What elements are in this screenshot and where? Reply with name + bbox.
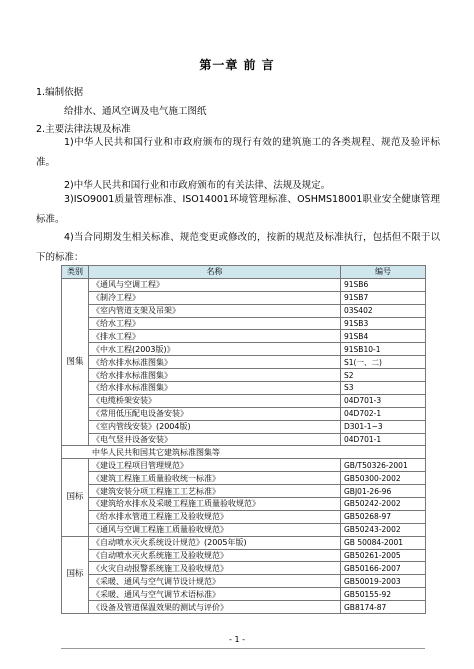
table-row: [62, 330, 426, 343]
standard-name: 《室内管道支架及吊架》: [89, 304, 341, 317]
standards-table: [61, 265, 426, 614]
table-row: [62, 472, 426, 485]
standard-code: 04D701-3: [341, 394, 426, 407]
standard-name: 《采暖、通风与空气调节设计规范》: [89, 575, 341, 588]
table-row: [62, 523, 426, 536]
category-cell: 图集: [62, 278, 89, 446]
table-row: [62, 549, 426, 562]
table-row: [62, 394, 426, 407]
standard-name: 《设备及管道保温效果的测试与评价》: [89, 601, 341, 614]
section-heading-laws: 2.主要法律法规及标准: [36, 124, 131, 135]
table-row: [62, 278, 426, 291]
standard-name: 《建筑工程施工质量验收统一标准》: [89, 472, 341, 485]
standard-name: 《给水排水标准图集》: [89, 369, 341, 382]
standard-code: GB 50084-2001: [341, 536, 426, 549]
table-row: [62, 343, 426, 356]
laws-paragraph-4: 4)当合同期发生相关标准、规范变更或修改的，按新的规范及标准执行，包括但不限于以下的标准：: [36, 232, 440, 263]
standard-name: 《常用低压配电设备安装》: [89, 407, 341, 420]
standard-name: 《火灾自动报警系统施工及验收规范》: [89, 562, 341, 575]
standard-name: 《建设工程项目管理规范》: [89, 459, 341, 472]
standard-name: 《通风与空调工程》: [89, 278, 341, 291]
table-row: [62, 536, 426, 549]
standard-code: GB50166-2007: [341, 562, 426, 575]
table-row: [62, 291, 426, 304]
table-row: [62, 510, 426, 523]
standard-name: 《室内管线安装》(2004版): [89, 420, 341, 433]
standard-code: GB8174-87: [341, 601, 426, 614]
section-heading-basis: 1.编制依据: [36, 87, 84, 98]
standard-name: 《建筑安装分项工程施工工艺标准》: [89, 485, 341, 498]
table-row: [62, 575, 426, 588]
standard-code: GB50242-2002: [341, 498, 426, 511]
standard-code: 91SB6: [341, 278, 426, 291]
standard-name: 《排水工程》: [89, 330, 341, 343]
standard-code: D301-1~3: [341, 420, 426, 433]
chapter-title: 第一章 前 言: [199, 58, 275, 72]
standard-code: S3: [341, 382, 426, 395]
standard-code: GB50300-2002: [341, 472, 426, 485]
other-atlases-note: 中华人民共和国其它建筑标准图集等: [62, 446, 426, 459]
standard-name: 《给水排水管道工程施工及验收规范》: [89, 510, 341, 523]
standard-name: 《给水工程》: [89, 317, 341, 330]
table-row: [62, 433, 426, 446]
standard-name: 《建筑给水排水及采暖工程施工质量验收规范》: [89, 498, 341, 511]
table-row: [62, 459, 426, 472]
standard-code: 91SB4: [341, 330, 426, 343]
laws-paragraph-3: 3)ISO9001质量管理标准、ISO14001环境管理标准、OSHMS18001职业安全健康管理标准。: [36, 194, 440, 225]
standard-code: S2: [341, 369, 426, 382]
standard-name: 《电气竖井设备安装》: [89, 433, 341, 446]
standard-code: GB50019-2003: [341, 575, 426, 588]
table-row: [62, 601, 426, 614]
table-row: [62, 407, 426, 420]
standard-code: GB/T50326-2001: [341, 459, 426, 472]
table-row: [62, 485, 426, 498]
page-number: - 1 -: [229, 635, 245, 644]
header-name: 名称: [89, 266, 341, 279]
table-row: [62, 369, 426, 382]
standard-code: 91SB3: [341, 317, 426, 330]
standard-name: 《给水排水标准图集》: [89, 382, 341, 395]
standard-code: 91SB10-1: [341, 343, 426, 356]
table-row-spanning: [62, 446, 426, 459]
footer-rule: [61, 648, 425, 649]
standard-code: 04D702-1: [341, 407, 426, 420]
category-cell: 国标: [62, 459, 89, 536]
table-row: [62, 420, 426, 433]
standard-code: GB50261-2005: [341, 549, 426, 562]
table-row: [62, 498, 426, 511]
table-row: [62, 317, 426, 330]
standard-name: 《给水排水标准图集》: [89, 356, 341, 369]
table-row: [62, 562, 426, 575]
laws-paragraph-2: 2)中华人民共和国行业和市政府颁布的有关法律、法规及规定。: [64, 180, 331, 191]
standard-name: 《自动喷水灭火系统设计规范》(2005年版): [89, 536, 341, 549]
standard-name: 《自动喷水灭火系统施工及验收规范》: [89, 549, 341, 562]
standard-name: 《采暖、通风与空气调节术语标准》: [89, 588, 341, 601]
standard-code: 03S402: [341, 304, 426, 317]
standard-name: 《中水工程(2003版)》: [89, 343, 341, 356]
table-row: [62, 382, 426, 395]
standard-code: 04D701-1: [341, 433, 426, 446]
standard-code: 91SB7: [341, 291, 426, 304]
standard-code: GB50155-92: [341, 588, 426, 601]
table-row: [62, 588, 426, 601]
laws-paragraph-1: 1)中华人民共和国行业和市政府颁布的现行有效的建筑施工的各类规程、规范及验评标准。: [36, 137, 440, 168]
standard-code: GBJ01-26-96: [341, 485, 426, 498]
standard-code: GB50243-2002: [341, 523, 426, 536]
header-category: 类别: [62, 266, 89, 279]
basis-item: 给排水、通风空调及电气施工图纸: [64, 106, 207, 117]
standard-code: GB50268-97: [341, 510, 426, 523]
table-row: [62, 356, 426, 369]
table-header-row: [62, 266, 426, 279]
standard-name: 《制冷工程》: [89, 291, 341, 304]
standard-name: 《电缆桥架安装》: [89, 394, 341, 407]
header-code: 编号: [341, 266, 426, 279]
category-cell: 国标: [62, 536, 89, 613]
standard-name: 《通风与空调工程施工质量验收规范》: [89, 523, 341, 536]
standard-code: S1(一、二): [341, 356, 426, 369]
table-row: [62, 304, 426, 317]
